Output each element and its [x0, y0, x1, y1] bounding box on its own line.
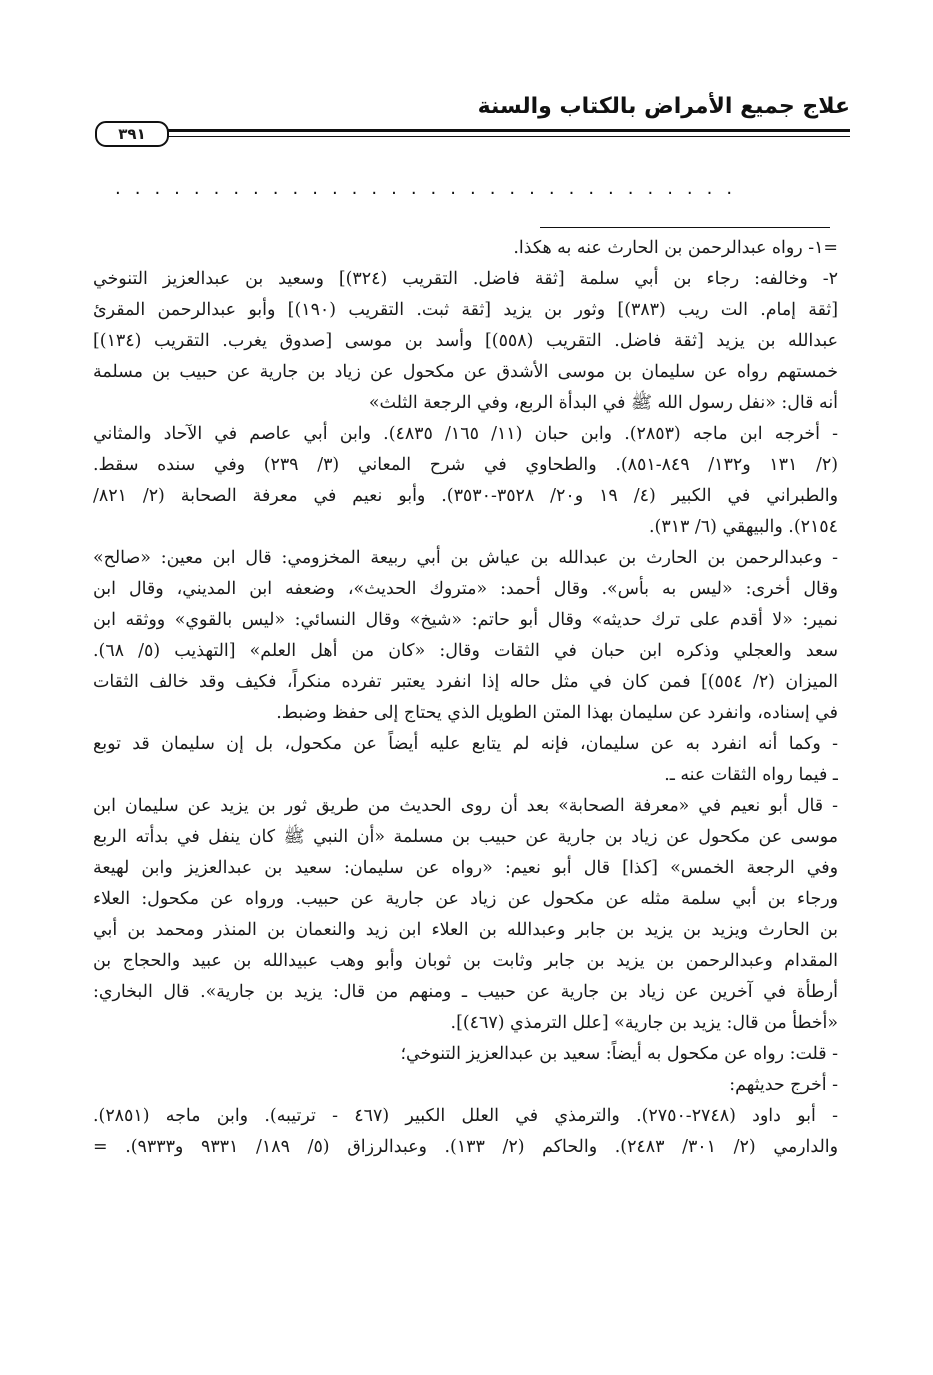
text-line: - قلت: رواه عن مكحول به أيضاً: سعيد بن عبدالعزيز التنوخي؛ — [400, 1044, 838, 1064]
text-line: [ثقة إمام. الت ريب (٣٨٣)] وثور بن يزيد [ثقة ثبت. التقريب (١٩٠)] وأبو عبدالرحمن المقرئ — [93, 300, 838, 320]
text-line: المقدام وعبدالرحمن بن يزيد بن جابر وثابت بن ثوبان وأبو وهب عبيدالله بن عبيد والحجاج بن — [93, 951, 838, 971]
header-rule-thin — [157, 136, 850, 137]
text-line: - وكما أنه انفرد به عن سليمان، فإنه لم يتابع عليه أيضاً عن مكحول، بل إن سليمان قد توبع — [93, 734, 838, 754]
header-rule — [157, 129, 850, 132]
text-line: بن الحارث ويزيد بن يزيد بن جابر وعبدالله بن العلاء ابن زيد والنعمان بن المنذر ومحمد بن أبي — [93, 920, 838, 940]
text-line: - قال أبو نعيم في «معرفة الصحابة» بعد أن روى الحديث من طريق ثور بن يزيد عن سليمان ابن — [93, 796, 838, 816]
text-line: والطبراني في الكبير (٤/ ١٩ و٢٠/ ٣٥٢٨-٣٥٣٠). وأبو نعيم في معرفة الصحابة (٢/ ٨٢١/ — [93, 486, 838, 506]
text-line: - أبو داود (٢٧٤٨-٢٧٥٠). والترمذي في العلل الكبير (٤٦٧ - ترتيبه). وابن ماجه (٢٨٥١). — [93, 1106, 838, 1126]
text-line: ورجاء بن أبي سلمة مثله عن مكحول عن زياد عن جارية عن حبيب. ورواه عن مكحول: العلاء — [93, 889, 838, 909]
text-line: وقال أخرى: «ليس به بأس». وقال أحمد: «متروك الحديث»، وضعفه ابن المديني، وقال ابن — [93, 579, 838, 599]
text-line: ـ فيما رواه الثقات عنه ـ. — [664, 765, 838, 785]
footnote-separator — [540, 227, 830, 228]
text-line: موسى عن مكحول عن زياد بن جارية عن حبيب بن مسلمة «أن النبي ﷺ كان ينفل في بدأته الربع — [93, 827, 838, 847]
page-header — [95, 88, 850, 148]
footnote-body — [93, 233, 838, 1163]
text-line: «أخطأ من قال: يزيد بن جارية» [علل الترمذي (٤٦٧)]. — [450, 1013, 838, 1033]
text-line: خمستهم رواه عن سليمان بن موسى الأشدق عن مكحول عن زياد بن جارية عن حبيب بن مسلمة — [93, 362, 838, 382]
text-line: وفي الرجعة الخمس» [كذا] قال أبو نعيم: «رواه عن سليمان: سعيد بن عبدالعزيز وابن لهيعة — [93, 858, 838, 878]
text-line: أنه قال: «نفل رسول الله ﷺ في البدأة الربع، وفي الرجعة الثلث» — [368, 393, 838, 413]
text-line: ٢١٥٤). والبيهقي (٦/ ٣١٣). — [649, 517, 838, 537]
text-line: سعد والعجلي وذكره ابن حبان في الثقات وقال: «كان من أهل العلم» [التهذيب (٥/ ٦٨). — [93, 641, 838, 661]
text-line: نمير: «لا أقدم على ترك حديثه» وقال أبو حاتم: «شيخ» وقال النسائي: «ليس بالقوي» ووثقه ابن — [93, 610, 838, 630]
text-line: - وعبدالرحمن بن الحارث بن عبدالله بن عياش بن أبي ربيعة المخزومي: قال ابن معين: «صالح» — [93, 548, 838, 568]
book-title: علاج جميع الأمراض بالكتاب والسنة — [477, 94, 850, 119]
text-line: - أخرجه ابن ماجه (٢٨٥٣). وابن حبان (١١/ ١٦٥/ ٤٨٣٥). وابن أبي عاصم في الآحاد والمثاني — [93, 424, 838, 444]
text-line: أرطأة في آخرين عن زياد بن جارية عن حبيب ـ ومنهم من قال: يزيد بن جارية». قال البخاري: — [93, 982, 838, 1002]
page-number: ٣٩١ — [95, 121, 169, 147]
text-line: والدارمي (٢/ ٣٠١/ ٢٤٨٣). والحاكم (٢/ ١٣٣). وعبدالرزاق (٥/ ١٨٩/ ٩٣٣١ و٩٣٣٣). = — [93, 1137, 838, 1157]
text-line: الميزان (٢/ ٥٥٤)] فمن كان في مثل حاله إذا انفرد يعتبر تفرده منكراً، فكيف وقد خالف الثقات — [93, 672, 838, 692]
text-line: ٢- وخالفه: رجاء بن أبي سلمة [ثقة فاضل. التقريب (٣٢٤)] وسعيد بن عبدالعزيز التنوخي — [93, 269, 838, 289]
text-line: =١- رواه عبدالرحمن بن الحارث عنه به هكذا. — [513, 238, 838, 258]
text-line: في إسناده، وانفرد عن سليمان بهذا المتن الطويل الذي يحتاج إلى حفظ وضبط. — [276, 703, 838, 723]
dotted-separator: ................................ — [115, 178, 747, 199]
text-line: (٢/ ١٣١ و١٣٢/ ٨٤٩-٨٥١). والطحاوي في شرح المعاني (٣/ ٢٣٩) وفي سنده سقط. — [93, 455, 838, 475]
text-line: - أخرج حديثهم: — [729, 1075, 838, 1095]
text-line: عبدالله بن يزيد [ثقة فاضل. التقريب (٥٥٨)] وأسد بن موسى [صدوق يغرب. التقريب (١٣٤)] — [93, 331, 838, 351]
